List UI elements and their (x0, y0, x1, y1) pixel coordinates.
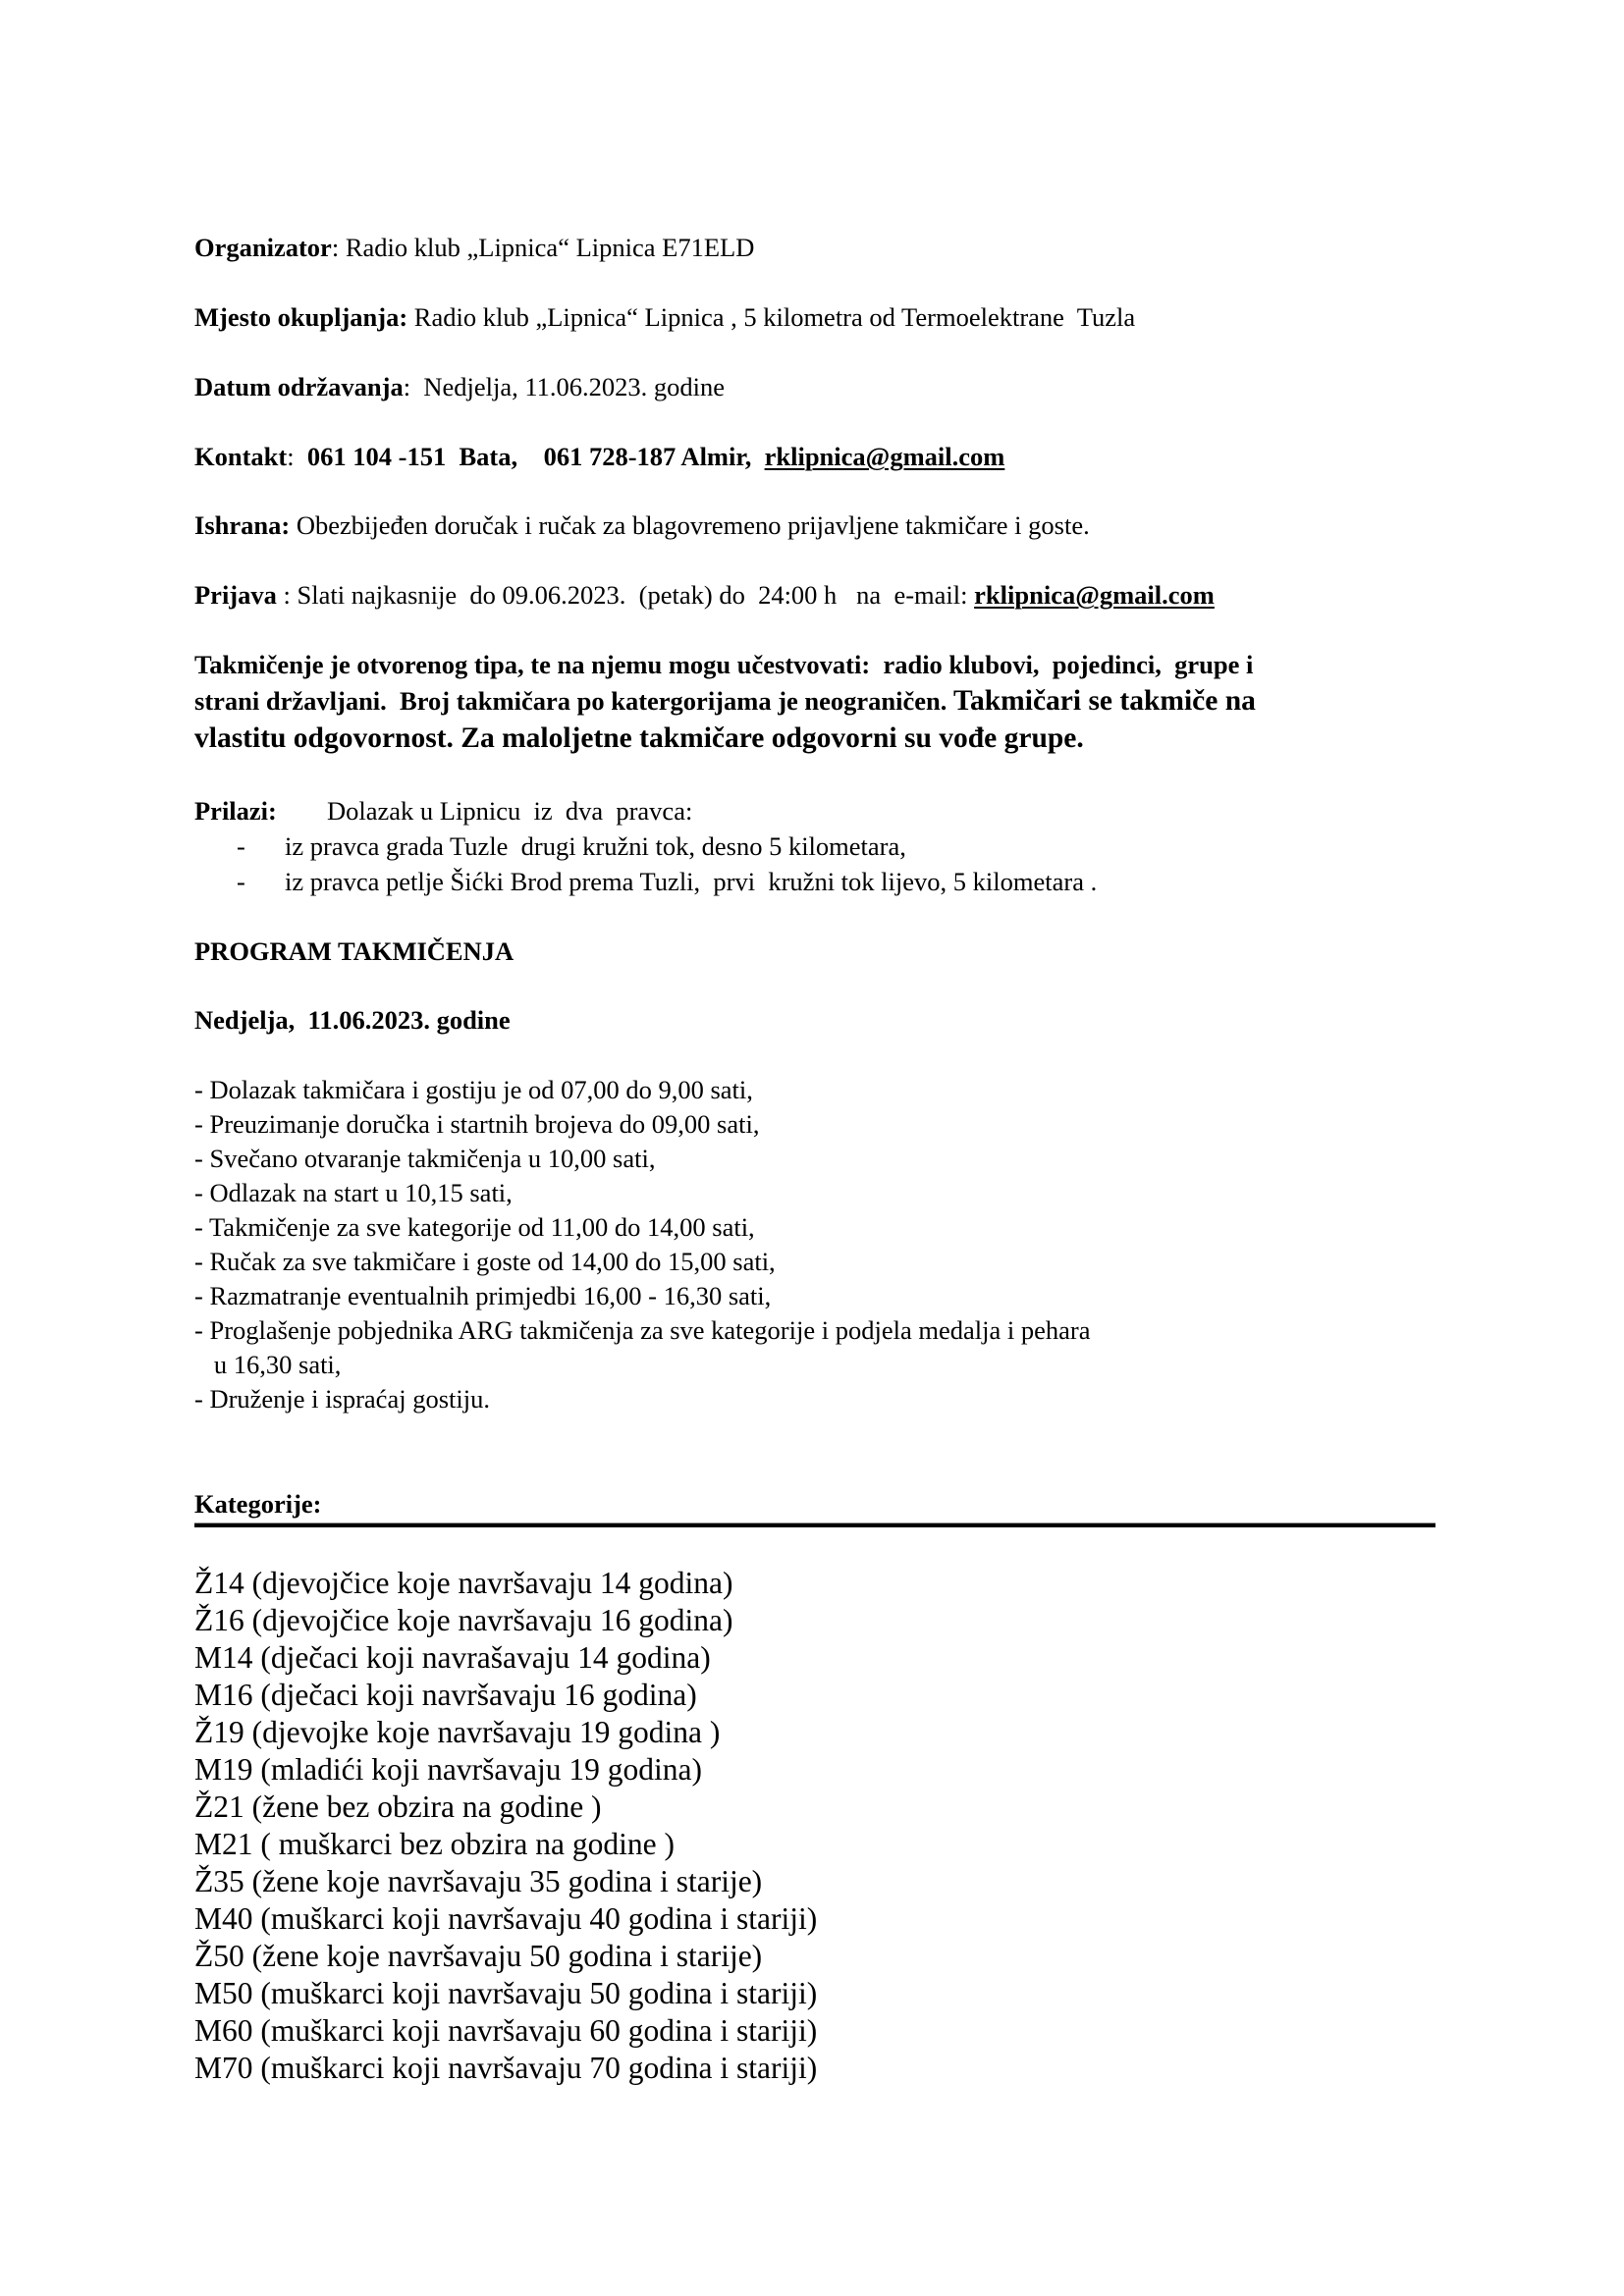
datum-label: Datum održavanja (194, 372, 404, 401)
route-item: iz pravca petlje Šićki Brod prema Tuzli, prvi kružni tok lijevo, 5 kilometara . (285, 867, 1098, 896)
category-item: Ž16 (djevojčice koje navršavaju 16 godina) (194, 1603, 733, 1637)
prijava-value: : Slati najkasnije do 09.06.2023. (petak) do 24:00 h na e-mail: (276, 580, 975, 610)
category-item: M70 (muškarci koji navršavaju 70 godina i stariji) (194, 2051, 818, 2085)
notice-line-3: vlastitu odgovornost. Za maloljetne takmičare odgovorni su vođe grupe. (194, 722, 1084, 754)
category-item: M21 ( muškarci bez obzira na godine ) (194, 1827, 675, 1861)
category-item: Ž50 (žene koje navršavaju 50 godina i starije) (194, 1939, 763, 1973)
mjesto-label: Mjesto okupljanja: (194, 302, 408, 332)
kontakt-email-link[interactable]: rklipnica@gmail.com (764, 442, 1005, 471)
notice-line-2a: strani državljani. Broj takmičara po katergorijama je neograničen. (194, 686, 954, 716)
ishrana-value: Obezbijeđen doručak i ručak za blagovremeno prijavljene takmičare i goste. (290, 510, 1090, 540)
kategorije-title: Kategorije: (194, 1489, 322, 1519)
category-item: Ž21 (žene bez obzira na godine ) (194, 1789, 602, 1824)
schedule-item: - Odlazak na start u 10,15 sati, (194, 1178, 513, 1207)
schedule-item: - Takmičenje za sve kategorije od 11,00 do 14,00 sati, (194, 1212, 755, 1242)
category-item: M16 (dječaci koji navršavaju 16 godina) (194, 1678, 697, 1712)
organizator-line (194, 232, 754, 263)
category-item: M50 (muškarci koji navršavaju 50 godina i stariji) (194, 1976, 818, 2010)
prilazi-label: Prilazi: (194, 796, 277, 826)
notice-line-2b: Takmičari se takmiče na (953, 685, 1256, 717)
mjesto-value: Radio klub „Lipnica“ Lipnica , 5 kilometra od Termoelektrane Tuzla (407, 302, 1136, 332)
prijava-label: Prijava (194, 580, 277, 610)
prijava-email-link[interactable]: rklipnica@gmail.com (974, 580, 1215, 610)
category-item: M14 (dječaci koji navrašavaju 14 godina) (194, 1640, 711, 1675)
ishrana-label: Ishrana: (194, 510, 291, 540)
schedule-item: - Svečano otvaranje takmičenja u 10,00 sati, (194, 1144, 656, 1173)
mjesto-line (194, 301, 1135, 333)
notice-line-1: Takmičenje je otvorenog tipa, te na njemu mogu učestvovati: radio klubovi, pojedinci, grupe i (194, 650, 1254, 679)
prijava-line (194, 579, 1215, 611)
prilazi-intro: Dolazak u Lipnicu iz dva pravca: (327, 796, 693, 826)
category-item: Ž35 (žene koje navršavaju 35 godina i starije) (194, 1864, 763, 1898)
kontakt-line (194, 441, 1004, 472)
schedule-item: - Proglašenje pobjednika ARG takmičenja za sve kategorije i podjela medalja i pehara (194, 1315, 1091, 1345)
schedule-item: - Ručak za sve takmičare i goste od 14,00 do 15,00 sati, (194, 1247, 776, 1276)
kontakt-phones: 061 104 -151 Bata, 061 728-187 Almir, (306, 442, 765, 471)
program-title: PROGRAM TAKMIČENJA (194, 936, 514, 966)
prilazi-line (194, 795, 277, 827)
category-item: M60 (muškarci koji navršavaju 60 godina i stariji) (194, 2013, 818, 2048)
organizator-value: Radio klub „Lipnica“ Lipnica E71ELD (345, 233, 755, 262)
category-item: M40 (muškarci koji navršavaju 40 godina i stariji) (194, 1901, 818, 1936)
notice-line-2 (194, 685, 1256, 717)
datum-value: Nedjelja, 11.06.2023. godine (423, 372, 726, 401)
schedule-item: - Dolazak takmičara i gostiju je od 07,00 do 9,00 sati, (194, 1075, 753, 1104)
program-day: Nedjelja, 11.06.2023. godine (194, 1005, 511, 1035)
category-item: M19 (mladići koji navršavaju 19 godina) (194, 1752, 703, 1787)
category-item: Ž14 (djevojčice koje navršavaju 14 godina) (194, 1566, 733, 1600)
schedule-item: - Druženje i ispraćaj gostiju. (194, 1384, 490, 1414)
schedule-item: - Preuzimanje doručka i startnih brojeva do 09,00 sati, (194, 1109, 760, 1139)
category-item: Ž19 (djevojke koje navršavaju 19 godina ) (194, 1715, 721, 1749)
ishrana-line (194, 509, 1090, 541)
organizator-label: Organizator (194, 233, 332, 262)
route-item: iz pravca grada Tuzle drugi kružni tok, desno 5 kilometara, (285, 831, 906, 861)
route-bullet: - (237, 831, 245, 861)
schedule-item: u 16,30 sati, (194, 1350, 342, 1379)
datum-sep: : (403, 372, 424, 401)
schedule-item: - Razmatranje eventualnih primjedbi 16,00 - 16,30 sati, (194, 1281, 772, 1310)
section-divider (194, 1522, 1435, 1527)
route-bullet: - (237, 867, 245, 896)
organizator-sep: : (331, 233, 346, 262)
datum-line (194, 371, 725, 402)
kontakt-label: Kontakt (194, 442, 288, 471)
kontakt-sep: : (287, 442, 307, 471)
